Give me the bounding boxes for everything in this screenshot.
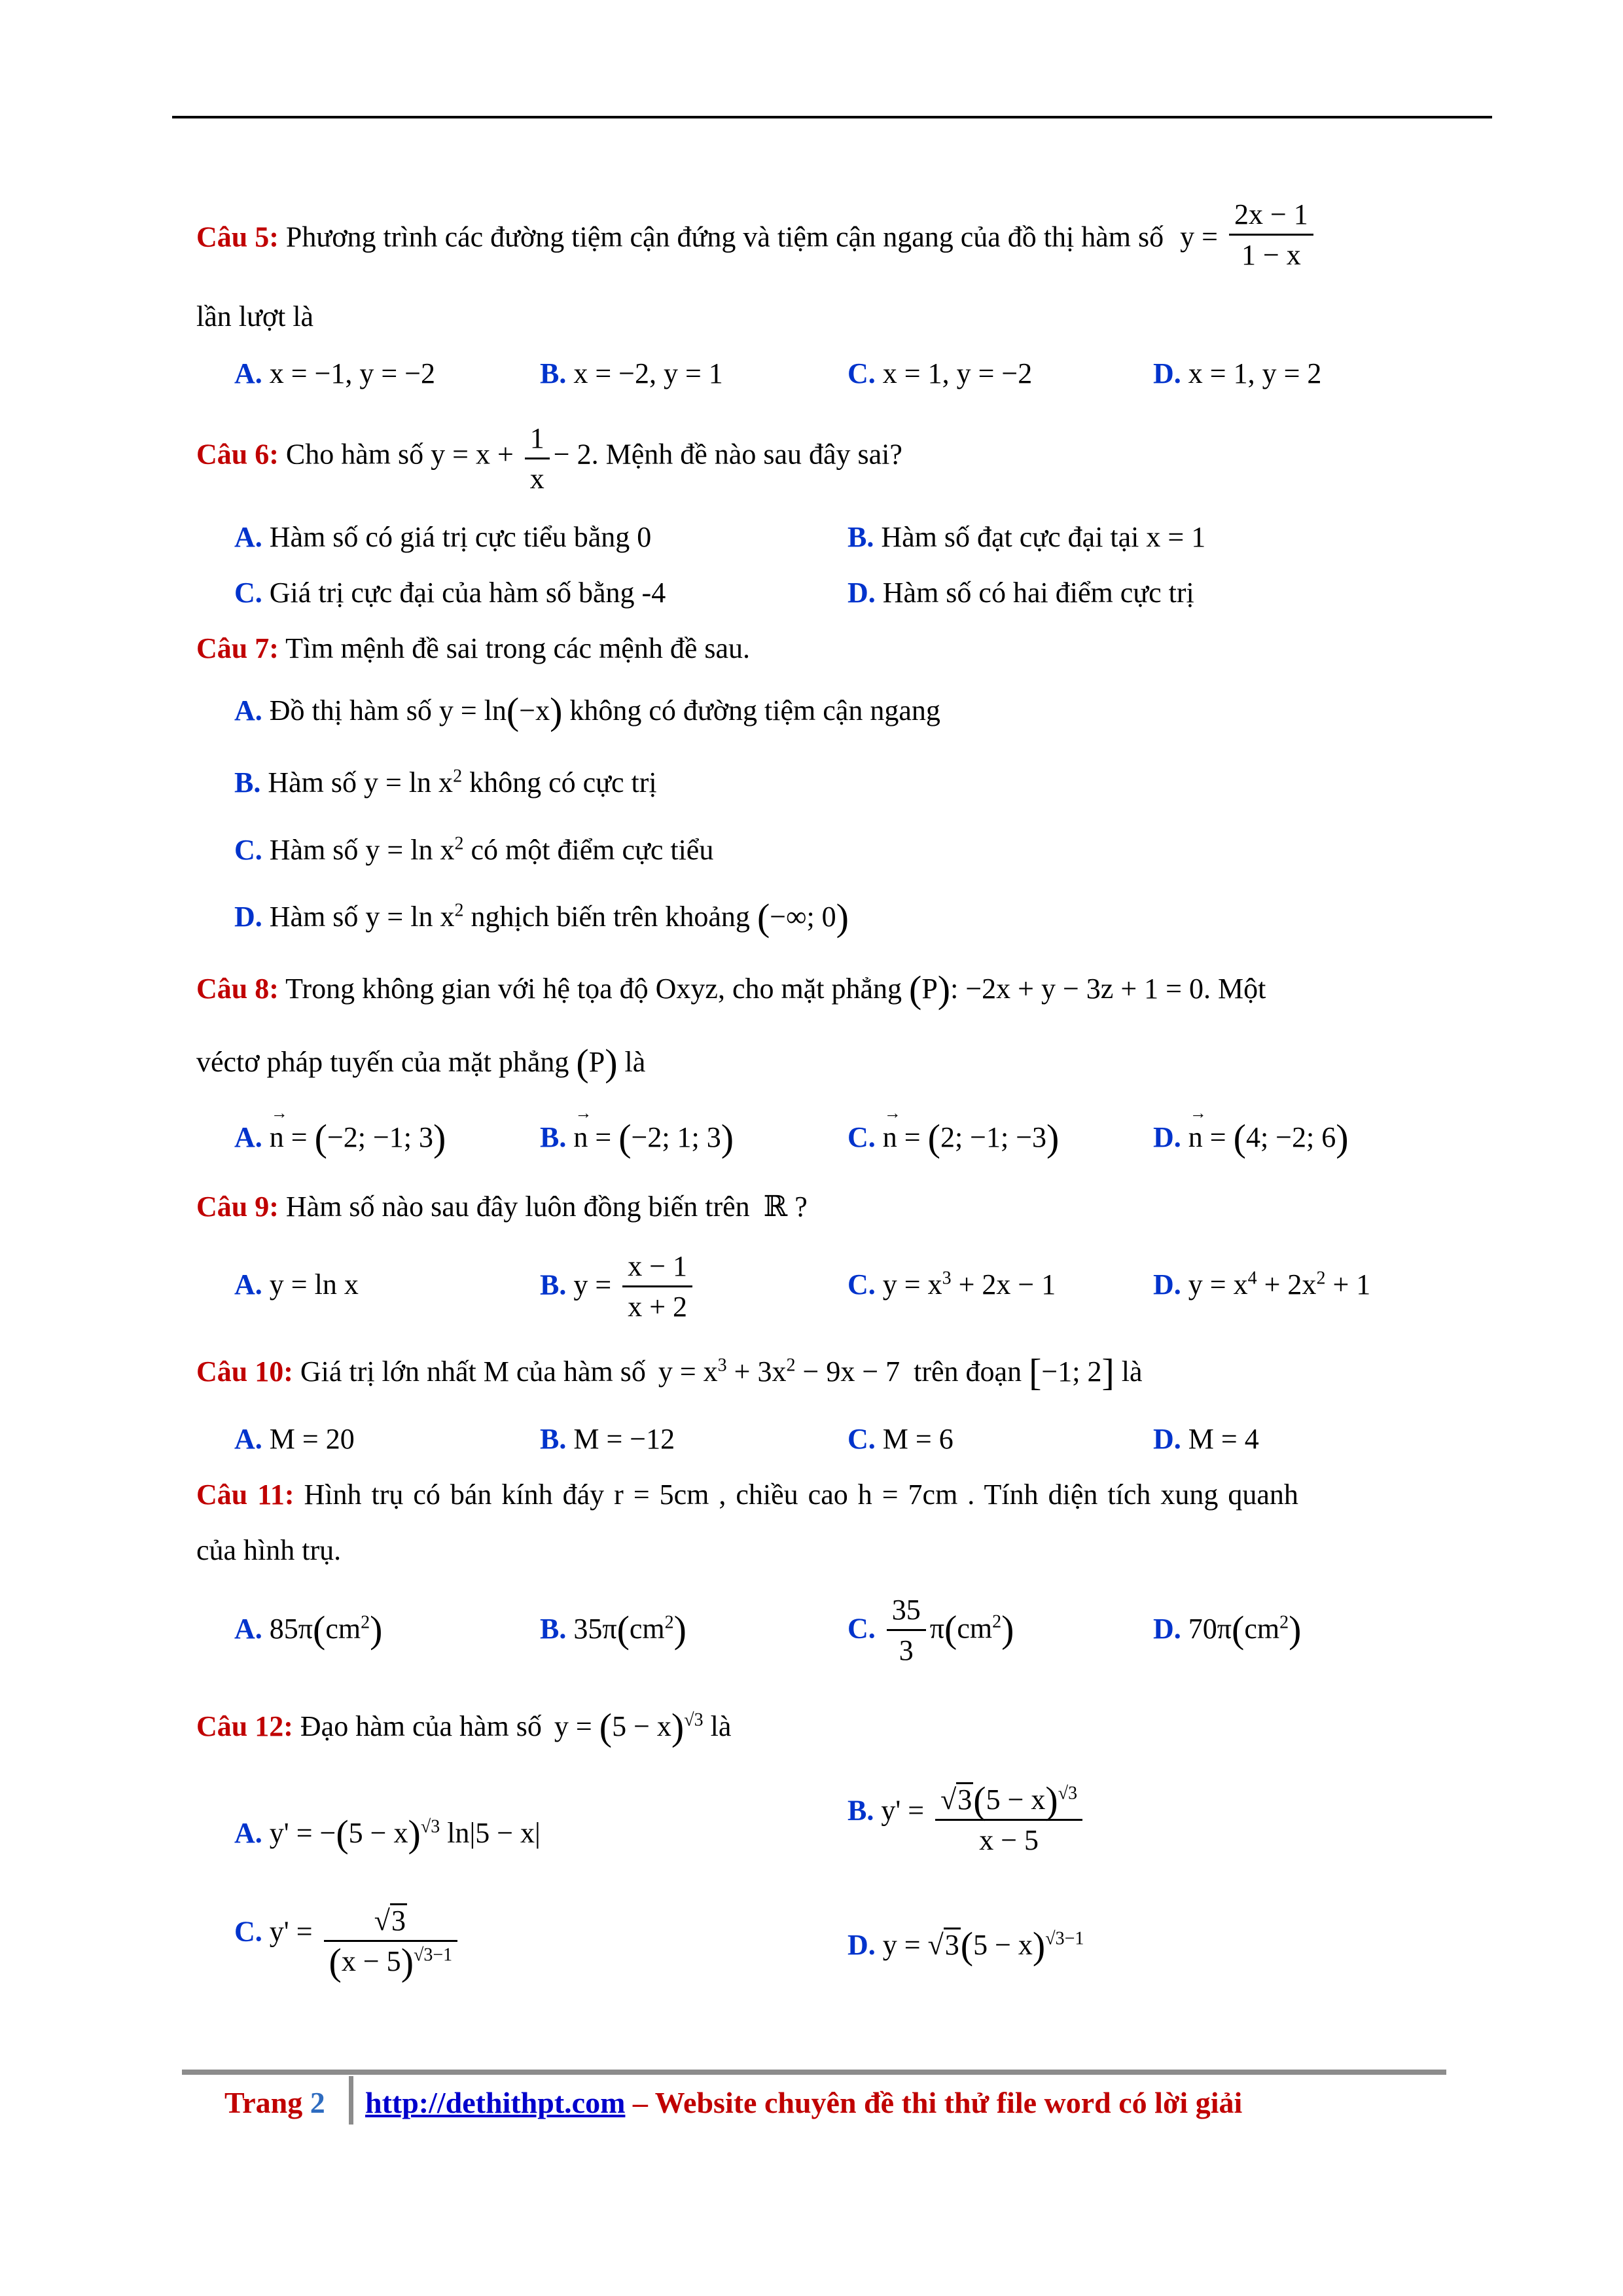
option-6b: B. Hàm số đạt cực đại tại x = 1 xyxy=(847,521,1206,553)
option-7b: B. Hàm số $y = \ln x^2$ không có cực trị xyxy=(234,766,657,798)
fraction: $\frac{1}{x}$ xyxy=(525,419,550,499)
option-12d: D. $y = √3(5 - x)^{√3-1}$ xyxy=(847,1924,1084,1967)
option-10a: A. M = 20 xyxy=(234,1423,355,1455)
question-10: Câu 10: Giá trị lớn nhất M của hàm số $y = x^3 + 3x^2 - 9x - 7$ trên đoạn [−1; 2] là xyxy=(196,1351,1143,1393)
question-7: Câu 7: Tìm mệnh đề sai trong các mệnh đề sau. xyxy=(196,632,751,664)
fraction: $\frac{35}{3}$ xyxy=(887,1590,926,1670)
option-12c: C. y' = $\frac{√3}{(x - 5)^{√3-1}}$ xyxy=(234,1901,461,1981)
option-11c: C. $\frac{35}{3}$ $\pi(cm^2)$ xyxy=(847,1590,1014,1670)
question-5: Câu 5: Phương trình các đường tiệm cận đứng và tiệm cận ngang của đồ thị hàm số y = $\frac{2x - 1}{1 - x}$ xyxy=(196,195,1317,275)
option-9a: A. y = ln x xyxy=(234,1268,359,1300)
option-7c: C. Hàm số $y = \ln x^2$ có một điểm cực tiểu xyxy=(234,833,714,866)
option-8d: D. → n = (4; −2; 6) xyxy=(1153,1121,1349,1154)
option-6a: A. Hàm số có giá trị cực tiểu bằng 0 xyxy=(234,521,652,553)
fraction: $\frac{x - 1}{x + 2}$ xyxy=(622,1247,692,1327)
option-5a: A. x = −1, y = −2 xyxy=(234,357,436,389)
option-6c: C. Giá trị cực đại của hàm số bằng -4 xyxy=(234,577,666,609)
footer-divider xyxy=(349,2076,353,2125)
fraction: $\frac{√3(5 - x)^{√3}}{x - 5}$ xyxy=(935,1780,1082,1860)
question-8: Câu 8: Trong không gian với hệ tọa độ Oxyz, cho mặt phẳng (P): −2x + y − 3z + 1 = 0. Một xyxy=(196,968,1266,1011)
option-5c: C. x = 1, y = −2 xyxy=(847,357,1033,389)
fraction: $\frac{2x - 1}{1 - x}$ xyxy=(1229,195,1313,275)
option-10c: C. M = 6 xyxy=(847,1423,954,1455)
question-11: Câu 11: Hình trụ có bán kính đáy r = 5cm , chiều cao h = 7cm . Tính diện tích xung quanh xyxy=(196,1479,1298,1511)
option-12b: B. y' = $\frac{√3(5 - x)^{√3}}{x - 5}$ xyxy=(847,1780,1086,1860)
option-8a: A. → n = (−2; −1; 3) xyxy=(234,1121,446,1154)
fraction: $\frac{√3}{(x - 5)^{√3-1}}$ xyxy=(324,1901,458,1981)
question-8-continued: véctơ pháp tuyến của mặt phẳng (P) là xyxy=(196,1041,646,1084)
website-link[interactable]: http://dethithpt.com xyxy=(365,2086,626,2119)
option-5b: B. x = −2, y = 1 xyxy=(540,357,723,389)
option-8b: B. → n = (−2; 1; 3) xyxy=(540,1121,734,1154)
option-9b: B. y = $\frac{x - 1}{x + 2}$ xyxy=(540,1247,696,1327)
footer-text: http://dethithpt.com – Website chuyên đề thi thử file word có lời giải xyxy=(365,2086,1243,2119)
footer-rule xyxy=(182,2070,1446,2075)
option-7a: A. Đồ thị hàm số y = ln(−x) không có đường tiệm cận ngang xyxy=(234,690,940,732)
option-12a: A. $y' = -(5 - x)^{√3}$ ln|5 − x| xyxy=(234,1812,541,1855)
option-7d: D. Hàm số $y = \ln x^2$ nghịch biến trên khoảng (−∞; 0) xyxy=(234,896,849,939)
question-6: Câu 6: Cho hàm số y = x + $\frac{1}{x}$ − 2. Mệnh đề nào sau đây sai? xyxy=(196,419,902,499)
option-10b: B. M = −12 xyxy=(540,1423,675,1455)
option-11b: B. $35\pi(cm^2)$ xyxy=(540,1608,687,1651)
option-10d: D. M = 4 xyxy=(1153,1423,1259,1455)
question-9: Câu 9: Hàm số nào sau đây luôn đồng biến trên ℝ ? xyxy=(196,1191,808,1223)
question-11-continued: của hình trụ. xyxy=(196,1534,342,1566)
question-5-continued: lần lượt là xyxy=(196,300,314,332)
question-12: Câu 12: Đạo hàm của hàm số $y = (5 - x)^{√3}$ là xyxy=(196,1706,732,1748)
option-9c: C. $y = x^3 + 2x - 1$ xyxy=(847,1268,1056,1300)
header-rule xyxy=(172,116,1492,118)
option-11d: D. $70\pi(cm^2)$ xyxy=(1153,1608,1302,1651)
page-number: Trang 2 xyxy=(224,2086,325,2119)
option-9d: D. $y = x^4 + 2x^2 + 1$ xyxy=(1153,1268,1371,1300)
option-6d: D. Hàm số có hai điểm cực trị xyxy=(847,577,1194,609)
option-8c: C. → n = (2; −1; −3) xyxy=(847,1121,1059,1154)
option-5d: D. x = 1, y = 2 xyxy=(1153,357,1322,389)
option-11a: A. $85\pi(cm^2)$ xyxy=(234,1608,383,1651)
